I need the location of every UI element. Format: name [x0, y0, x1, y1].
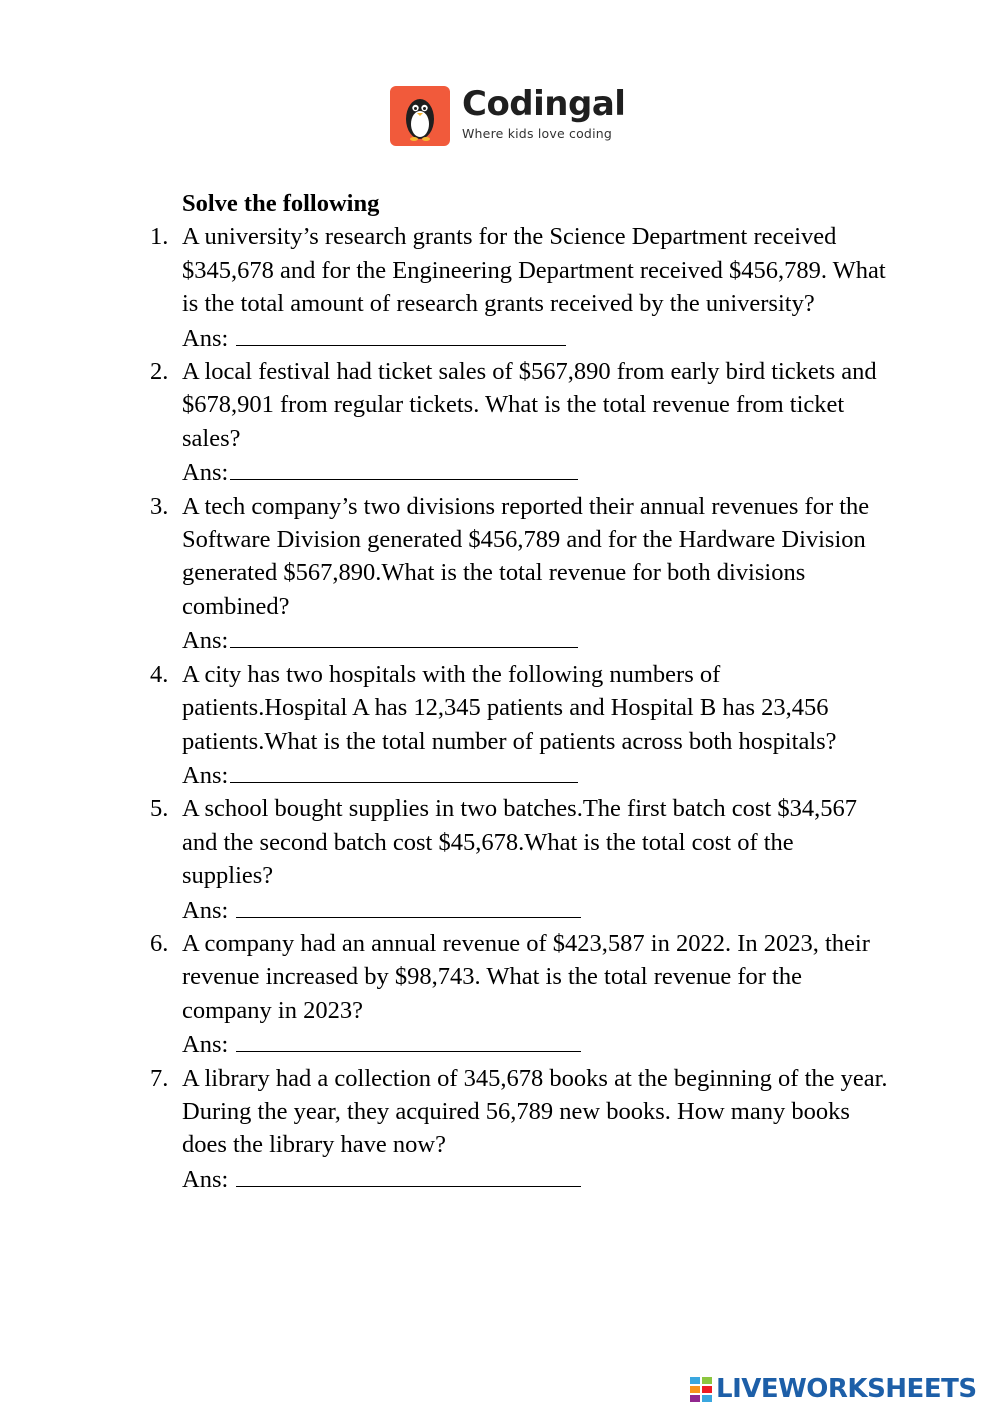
- answer-blank[interactable]: [236, 321, 566, 346]
- question-text: A local festival had ticket sales of $567,890 from early bird tickets and $678,901 from regular tickets. What is the total revenue from ticket sales?: [182, 358, 877, 452]
- answer-label: Ans:: [182, 1165, 235, 1193]
- answer-row: [182, 623, 890, 657]
- brand-name: Codingal: [462, 84, 626, 124]
- question-item: [150, 490, 890, 658]
- question-number: 1.: [150, 223, 169, 251]
- penguin-icon: [390, 86, 450, 146]
- question-number: 3.: [150, 492, 169, 520]
- codingal-logo: [390, 86, 625, 146]
- answer-label: Ans:: [182, 761, 229, 789]
- liveworksheets-icon: [690, 1375, 712, 1403]
- question-text: A city has two hospitals with the following numbers of patients.Hospital A has 12,345 patients and Hospital B has 23,456 patients.What is the total number of patients across both hospitals?: [182, 660, 837, 755]
- answer-row: [182, 455, 890, 489]
- answer-row: [182, 1027, 890, 1061]
- question-item: [150, 792, 890, 927]
- answer-label: Ans:: [182, 627, 229, 655]
- answer-label: Ans:: [182, 896, 235, 924]
- answer-label: Ans:: [182, 459, 229, 487]
- answer-blank[interactable]: [236, 1162, 581, 1187]
- question-number: 4.: [150, 660, 169, 688]
- answer-blank[interactable]: [230, 623, 578, 648]
- question-item: [150, 1062, 890, 1197]
- liveworksheets-text: LIVEWORKSHEETS: [716, 1374, 977, 1404]
- answer-blank[interactable]: [236, 893, 581, 918]
- answer-blank[interactable]: [236, 1027, 581, 1052]
- question-number: 7.: [150, 1064, 169, 1092]
- question-text: A tech company’s two divisions reported their annual revenues for the Software Division generated $456,789 and for the Hardware Division generated $567,890.What is the total revenue for both divisions combined?: [182, 492, 870, 620]
- question-number: 6.: [150, 929, 169, 957]
- question-item: [150, 658, 890, 793]
- question-item: [150, 355, 890, 490]
- question-text: A library had a collection of 345,678 books at the beginning of the year. During the year, they acquired 56,789 new books. How many books does the library have now?: [182, 1064, 888, 1159]
- question-text: A university’s research grants for the Science Department received $345,678 and for the Engineering Department received $456,789. What is the total amount of research grants received by the university?: [182, 223, 886, 318]
- question-number: 5.: [150, 795, 169, 823]
- worksheet-heading: Solve the following: [182, 190, 380, 217]
- question-text: A company had an annual revenue of $423,587 in 2022. In 2023, their revenue increased by $98,743. What is the total revenue for the company in 2023?: [182, 929, 870, 1024]
- liveworksheets-watermark: [690, 1374, 977, 1404]
- answer-row: [182, 1162, 890, 1196]
- answer-blank[interactable]: [230, 758, 578, 783]
- question-item: [150, 220, 890, 355]
- answer-blank[interactable]: [230, 455, 578, 480]
- question-list: [150, 220, 890, 1196]
- answer-row: [182, 758, 890, 792]
- question-text: A school bought supplies in two batches.The first batch cost $34,567 and the second batch cost $45,678.What is the total cost of the supplies?: [182, 795, 858, 890]
- answer-row: [182, 321, 890, 355]
- worksheet: [150, 187, 890, 1196]
- answer-row: [182, 893, 890, 927]
- brand-tagline: Where kids love coding: [462, 126, 612, 141]
- question-number: 2.: [150, 358, 169, 386]
- answer-label: Ans:: [182, 324, 235, 352]
- question-item: [150, 927, 890, 1062]
- answer-label: Ans:: [182, 1031, 235, 1059]
